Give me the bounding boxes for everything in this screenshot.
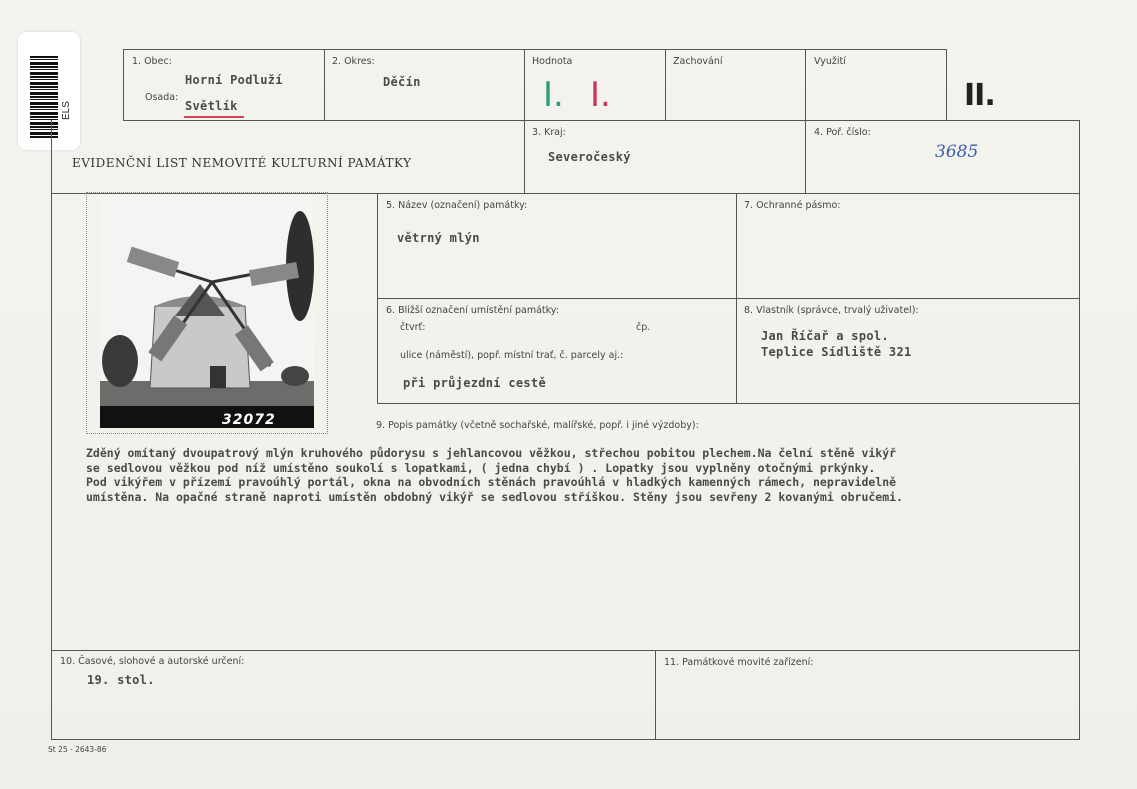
form-title: EVIDENČNÍ LIST NEMOVITÉ KULTURNÍ PAMÁTKY bbox=[72, 156, 412, 170]
ulice-label: ulice (náměstí), popř. místní trať, č. parcely aj.: bbox=[400, 350, 624, 361]
hodnota-mark-green: I. bbox=[543, 75, 564, 115]
rule bbox=[324, 49, 325, 121]
rule bbox=[123, 120, 1080, 121]
ctvrt-label: čtvrť: bbox=[400, 322, 426, 333]
vlastnik-line-1: Jan Říčař a spol. bbox=[761, 329, 889, 343]
por-cislo-value: 3685 bbox=[935, 142, 979, 162]
zachovani-label: Zachování bbox=[673, 56, 723, 67]
obec-value: Horní Podluží bbox=[185, 73, 283, 87]
por-cislo-label: 4. Poř. číslo: bbox=[814, 127, 871, 138]
popis-line: umístěna. Na opačné straně naproti umístěn obdobný vikýř se sedlovou stříškou. Stěny jsou sevřeny 2 kovanými obručemi. bbox=[86, 489, 903, 504]
umisteni-value: při průjezdní cestě bbox=[403, 376, 546, 390]
rule bbox=[665, 49, 666, 121]
rule bbox=[1079, 120, 1080, 740]
okres-value: Děčín bbox=[383, 75, 421, 89]
popis-line: Zděný omítaný dvoupatrový mlýn kruhového půdorysu s jehlancovou věžkou, střechou pobitou plechem.Na čelní stěně vikýř bbox=[86, 446, 897, 460]
vlastnik-line-2: Teplice Sídliště 321 bbox=[761, 345, 912, 359]
rule bbox=[805, 49, 806, 194]
kraj-value: Severočeský bbox=[548, 150, 631, 164]
osada-value: Světlík bbox=[185, 99, 238, 113]
vyuziti-label: Využití bbox=[814, 56, 846, 67]
kraj-label: 3. Kraj: bbox=[532, 127, 566, 138]
rule bbox=[123, 49, 947, 50]
hodnota-mark-red: I. bbox=[590, 75, 611, 115]
rule bbox=[946, 49, 947, 121]
barcode-image bbox=[30, 56, 58, 138]
popis-line: se sedlovou věžkou pod níž umístěno soukolí s lopatkami, ( jedna chybí ) . Lopatky jsou vyplněny otočnými prkýnky. bbox=[86, 460, 876, 475]
rule bbox=[51, 739, 1080, 740]
movite-label: 11. Památkové movité zařízení: bbox=[664, 657, 814, 668]
windmill-photo bbox=[100, 196, 314, 428]
nazev-label: 5. Název (označení) památky: bbox=[386, 200, 528, 211]
form-code: St 25 - 2643-86 bbox=[48, 745, 107, 754]
rule bbox=[524, 49, 525, 194]
popis-label: 9. Popis památky (včetně sochařské, malířské, popř. i jiné výzdoby): bbox=[376, 420, 699, 431]
ochranne-pasmo-label: 7. Ochranné pásmo: bbox=[744, 200, 841, 211]
photo-number: 32072 bbox=[222, 412, 276, 428]
rule bbox=[377, 403, 1080, 404]
casove-label: 10. Časové, slohové a autorské určení: bbox=[60, 656, 245, 667]
windmill-photo-image bbox=[100, 196, 314, 428]
popis-line: Pod vikýřem v přízemí pravoúhlý portál, okna na obvodních stěnách pravoúhlá v hladkých kamenných rámech, nepravidelně bbox=[86, 475, 897, 489]
osada-label: Osada: bbox=[145, 92, 179, 103]
nazev-value: větrný mlýn bbox=[397, 231, 480, 245]
rule bbox=[377, 298, 1080, 299]
cp-label: čp. bbox=[636, 322, 651, 333]
rule bbox=[123, 49, 124, 121]
rule bbox=[655, 650, 656, 740]
umisteni-label: 6. Bližší označení umístění památky: bbox=[386, 305, 559, 316]
popis-text bbox=[86, 446, 1046, 504]
barcode-sticker bbox=[18, 32, 80, 150]
casove-value: 19. stol. bbox=[87, 673, 155, 687]
hodnota-label: Hodnota bbox=[532, 56, 573, 67]
vlastnik-label: 8. Vlastník (správce, trvalý uživatel): bbox=[744, 305, 919, 316]
osada-underline bbox=[184, 116, 244, 118]
category-mark: II. bbox=[964, 78, 995, 113]
barcode-text: ELS bbox=[61, 101, 72, 120]
okres-label: 2. Okres: bbox=[332, 56, 375, 67]
obec-label: 1. Obec: bbox=[132, 56, 172, 67]
rule bbox=[51, 120, 52, 740]
rule bbox=[51, 650, 1080, 651]
